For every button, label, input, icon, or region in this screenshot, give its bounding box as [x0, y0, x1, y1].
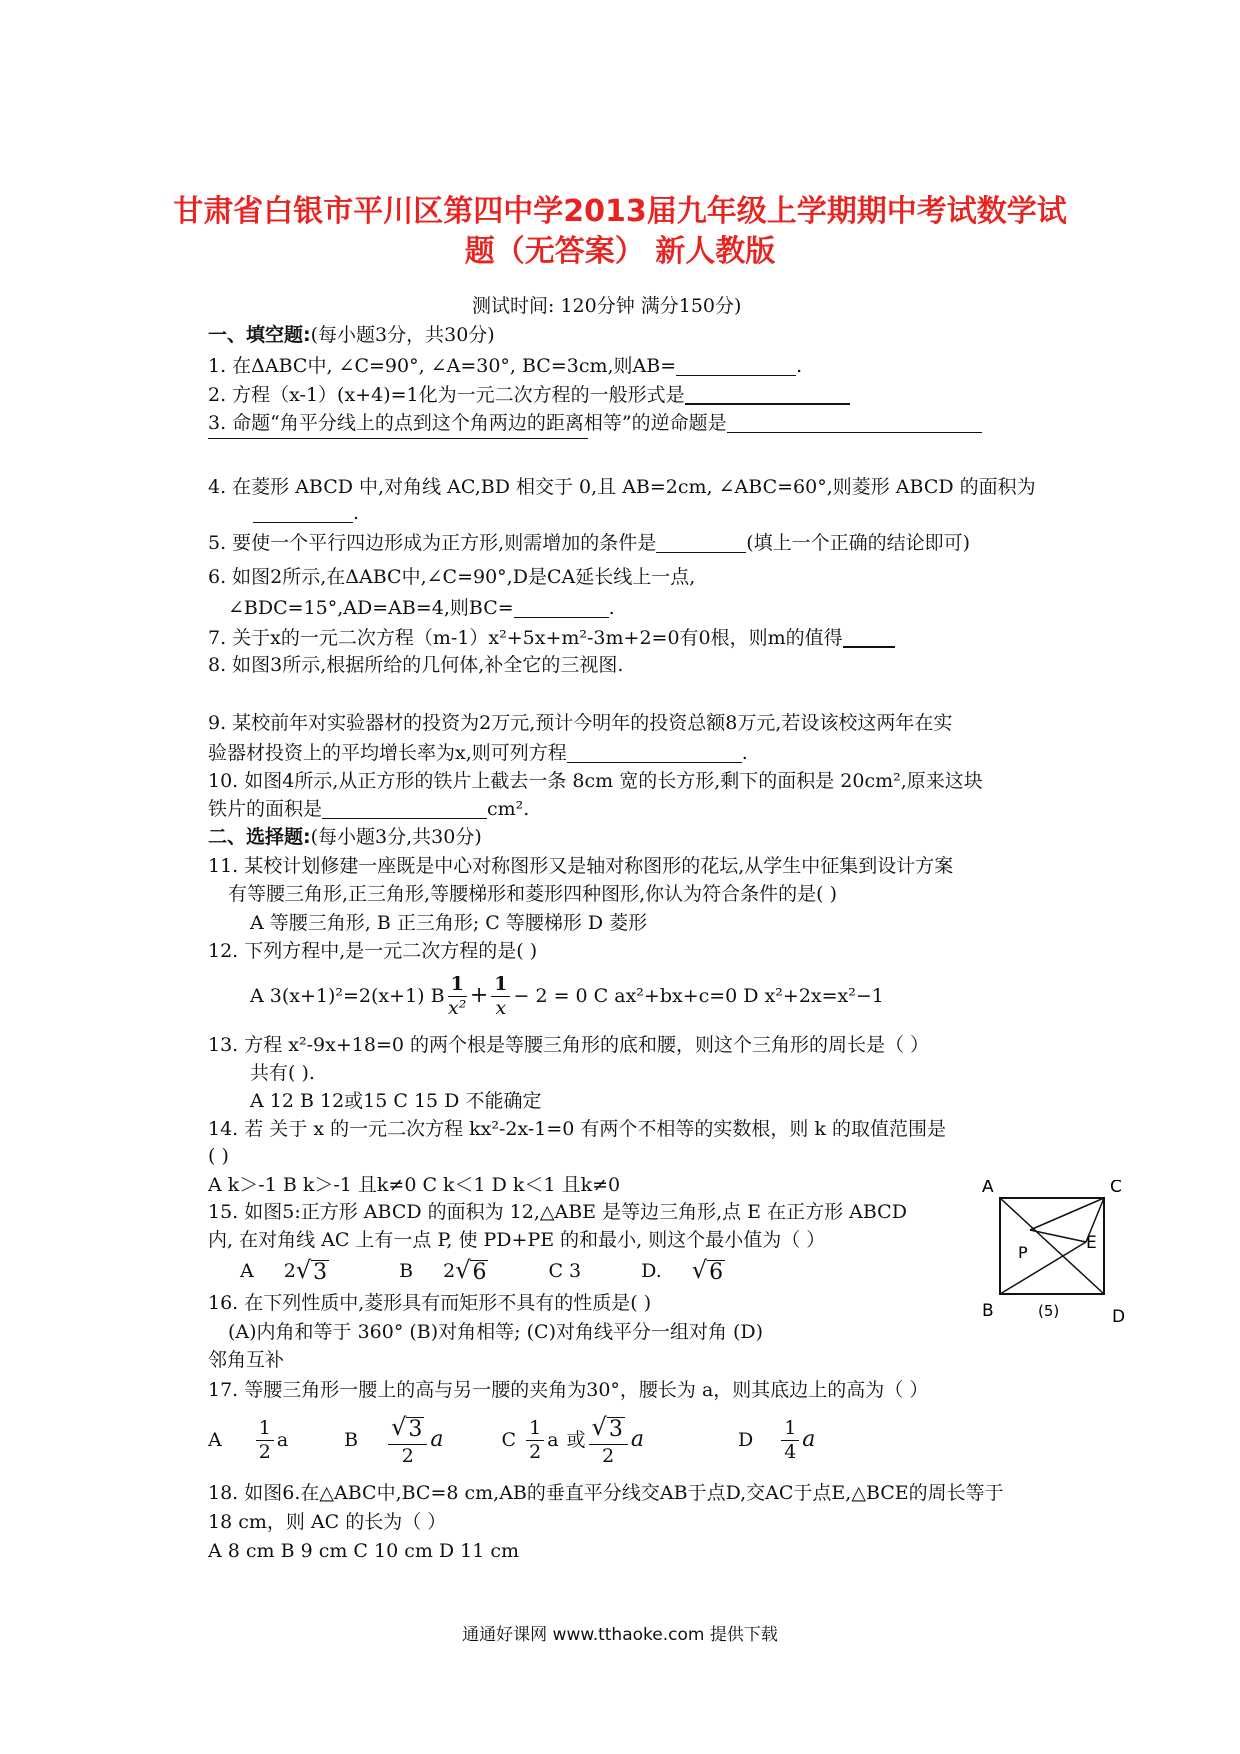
label-b: B: [982, 1301, 994, 1321]
label-d: D: [1112, 1307, 1126, 1327]
plus-sign: +: [469, 983, 489, 1008]
answer-blank: [514, 597, 609, 618]
question-13-options: A 12 B 12或15 C 15 D 不能确定: [250, 1090, 542, 1112]
question-text: 3. 命题“角平分线上的点到这个角两边的距离相等”的逆命题是: [208, 412, 727, 434]
fraction-1-over-2: [256, 1416, 274, 1463]
denominator: 2: [602, 1444, 615, 1467]
section-title: 一、填空题:: [208, 324, 311, 346]
numerator: 1: [491, 975, 510, 997]
fraction-sqrt3-over-2: [388, 1412, 427, 1467]
answer-blank: [843, 626, 895, 648]
question-15: 15. 如图5:正方形 ABCD 的面积为 12,△ABE 是等边三角形,点 E 在正方形 ABCD: [208, 1201, 907, 1223]
numerator: 1: [781, 1419, 799, 1441]
question-14: 14. 若 关于 x 的一元二次方程 kx²-2x-1=0 有两个不相等的实数根，则 k 的取值范围是: [208, 1118, 947, 1140]
option-a-b-label: A 3(x+1)²=2(x+1) B: [250, 985, 445, 1007]
answer-blank: [253, 502, 353, 523]
label-a: A: [982, 1180, 994, 1197]
question-8: 8. 如图3所示,根据所给的几何体,补全它的三视图.: [208, 654, 624, 676]
question-12-options: [250, 966, 884, 1026]
question-9: 9. 某校前年对实验器材的投资为2万元,预计今明年的投资总额8万元,若设该校这两年在实: [208, 712, 953, 734]
option-b-label: B: [344, 1429, 359, 1451]
variable-a: a: [802, 1427, 816, 1452]
radical-sign: √: [391, 1412, 407, 1441]
exam-title-line-1: 甘肃省白银市平川区第四中学2013届九年级上学期期中考试数学试: [173, 194, 1067, 229]
coefficient: 2: [283, 1260, 296, 1282]
question-5: [208, 530, 970, 556]
section-title: 二、选择题:: [208, 826, 311, 848]
radical-sign: √: [455, 1255, 471, 1284]
question-9-continued: 验器材投资上的平均增长率为x,则可列方程 .: [208, 742, 748, 764]
numerator: 1: [526, 1419, 544, 1441]
segment-pe: [1030, 1230, 1086, 1242]
label-p: P: [1018, 1243, 1028, 1262]
question-17-options: [208, 1408, 815, 1472]
question-2: [208, 382, 850, 408]
denominator: 2: [401, 1444, 414, 1467]
option-remainder: − 2 = 0 C ax²+bx+c=0 D x²+2x=x²−1: [513, 985, 884, 1007]
question-6-continued: ∠BDC=15°,AD=AB=4,则BC= .: [228, 597, 615, 619]
denominator: x²: [448, 996, 467, 1019]
question-note: (填上一个正确的结论即可): [746, 532, 971, 554]
fraction-sqrt3-over-2: [589, 1412, 628, 1467]
answer-blank: [685, 383, 850, 405]
question-17: 17. 等腰三角形一腰上的高与另一腰的夹角为30°，腰长为 a，则其底边上的高为（ ）: [208, 1379, 929, 1401]
sqrt-6: [691, 1255, 725, 1285]
option-d-label: D.: [641, 1260, 662, 1282]
sqrt-3: [391, 1412, 424, 1442]
question-16-continued: 邻角互补: [208, 1349, 285, 1371]
option-a-label: A: [240, 1260, 254, 1282]
question-11-options: A 等腰三角形, B 正三角形; C 等腰梯形 D 菱形: [250, 912, 648, 934]
question-11-continued: 有等腰三角形,正三角形,等腰梯形和菱形四种图形,你认为符合条件的是( ): [228, 883, 837, 905]
numerator: 1: [448, 975, 467, 997]
section-note: (每小题3分，共30分): [310, 324, 495, 346]
question-text: 7. 关于x的一元二次方程（m-1）x²+5x+m²-3m+2=0有0根，则m的值得: [208, 627, 843, 649]
radical-sign: √: [691, 1255, 708, 1284]
question-11: 11. 某校计划修建一座既是中心对称图形又是轴对称图形的花坛,从学生中征集到设计方案: [208, 855, 954, 877]
label-c: C: [1110, 1180, 1122, 1197]
option-a-label: A: [208, 1429, 222, 1451]
numerator: [388, 1412, 427, 1445]
variable-a: a: [630, 1427, 644, 1452]
fraction-1-over-x2: [448, 972, 467, 1019]
section-fill-blank-heading: [208, 322, 495, 348]
answer-blank: [676, 355, 796, 376]
question-text: ∠BDC=15°,AD=AB=4,则BC=: [228, 597, 514, 619]
radicand: 3: [408, 1416, 423, 1442]
question-18: 18. 如图6.在△ABC中,BC=8 cm,AB的垂直平分线交AB于点D,交AC于点E,△BCE的周长等于: [208, 1482, 1004, 1504]
question-1: 1. 在ΔABC中, ∠C=90°, ∠A=30°, BC=3cm,则AB= .: [208, 355, 803, 377]
question-text: 2. 方程（x-1）(x+4)=1化为一元二次方程的一般形式是: [208, 384, 685, 406]
question-13: 13. 方程 x²-9x+18=0 的两个根是等腰三角形的底和腰，则这个三角形的周长是（ ）: [208, 1034, 930, 1056]
answer-line-continued: [208, 438, 588, 439]
numerator: 1: [256, 1419, 274, 1441]
radical-sign: √: [295, 1255, 312, 1284]
fraction-1-over-4: [781, 1416, 799, 1463]
answer-blank: [727, 412, 982, 433]
denominator: 4: [784, 1440, 797, 1463]
option-d-label: D: [737, 1429, 754, 1451]
question-12: 12. 下列方程中,是一元二次方程的是( ): [208, 940, 538, 962]
answer-blank: [656, 532, 746, 553]
question-3: [208, 410, 982, 436]
sqrt-6: [455, 1255, 488, 1285]
radicand: 3: [313, 1259, 328, 1285]
footer-source: 通通好课网 www.tthaoke.com 提供下载: [462, 1625, 778, 1645]
coefficient: 2: [443, 1260, 456, 1282]
radical-sign: √: [591, 1412, 607, 1441]
section-choice-heading: [208, 824, 482, 850]
denominator: 2: [529, 1440, 542, 1463]
question-16: 16. 在下列性质中,菱形具有而矩形不具有的性质是( ): [208, 1292, 652, 1314]
figure-5-square-diagram: [980, 1180, 1130, 1330]
question-text: 铁片的面积是: [208, 798, 323, 820]
section-note: (每小题3分,共30分): [310, 826, 482, 848]
question-text: 5. 要使一个平行四边形成为正方形,则需增加的条件是: [208, 532, 657, 554]
radicand: 3: [608, 1416, 623, 1442]
question-13-continued: 共有( ).: [250, 1062, 315, 1084]
label-e: E: [1086, 1233, 1097, 1253]
question-18-options: A 8 cm B 9 cm C 10 cm D 11 cm: [208, 1540, 520, 1562]
answer-blank: [322, 798, 487, 819]
variable-a: a: [276, 1429, 289, 1451]
question-6: 6. 如图2所示,在ΔABC中,∠C=90°,D是CA延长线上一点,: [208, 566, 696, 588]
sqrt-3: [591, 1412, 625, 1442]
variable-a: a: [430, 1427, 444, 1452]
numerator: [589, 1412, 628, 1445]
question-4: 4. 在菱形 ABCD 中,对角线 AC,BD 相交于 0,且 AB=2cm, ∠ABC=60°,则菱形 ABCD 的面积为: [208, 476, 1036, 498]
radicand: 6: [709, 1259, 724, 1285]
or-word: 或: [566, 1429, 586, 1451]
denominator: 2: [258, 1440, 271, 1463]
option-c: C 3: [548, 1260, 582, 1282]
segment-be: [1000, 1242, 1086, 1294]
denominator: x: [495, 996, 507, 1019]
unit: cm².: [487, 798, 530, 820]
radicand: 6: [472, 1259, 487, 1285]
exam-meta: 测试时间: 120分钟 满分150分): [472, 295, 742, 317]
question-text: 验器材投资上的平均增长率为x,则可列方程: [208, 742, 567, 764]
exam-title-line-2: 题（无答案） 新人教版: [464, 234, 776, 269]
question-4-blank-line: .: [253, 500, 359, 526]
figure-caption: (5): [1038, 1302, 1060, 1320]
question-text: 1. 在ΔABC中, ∠C=90°, ∠A=30°, BC=3cm,则AB=: [208, 355, 677, 377]
sqrt-3: [295, 1255, 329, 1285]
question-15-continued: 内, 在对角线 AC 上有一点 P, 使 PD+PE 的和最小, 则这个最小值为（ ）: [208, 1229, 826, 1251]
question-16-options: (A)内角和等于 360° (B)对角相等; (C)对角线平分一组对角 (D): [228, 1321, 764, 1343]
question-15-options: [240, 1254, 725, 1288]
fraction-1-over-x: [491, 972, 510, 1019]
question-14-continued: ( ): [208, 1145, 229, 1167]
option-c-label: C: [501, 1429, 517, 1451]
fraction-1-over-2: [526, 1416, 544, 1463]
question-10-continued: [208, 796, 529, 822]
question-14-options: A k＞-1 B k＞-1 且k≠0 C k＜1 D k＜1 且k≠0: [208, 1174, 621, 1196]
question-18-continued: 18 cm，则 AC 的长为（ ）: [208, 1511, 447, 1533]
variable-a: a: [547, 1429, 559, 1451]
answer-blank: [567, 742, 742, 763]
question-7: [208, 625, 895, 651]
option-b-label: B: [399, 1260, 414, 1282]
question-10: 10. 如图4所示,从正方形的铁片上截去一条 8cm 宽的长方形,剩下的面积是 20cm²,原来这块: [208, 770, 983, 792]
